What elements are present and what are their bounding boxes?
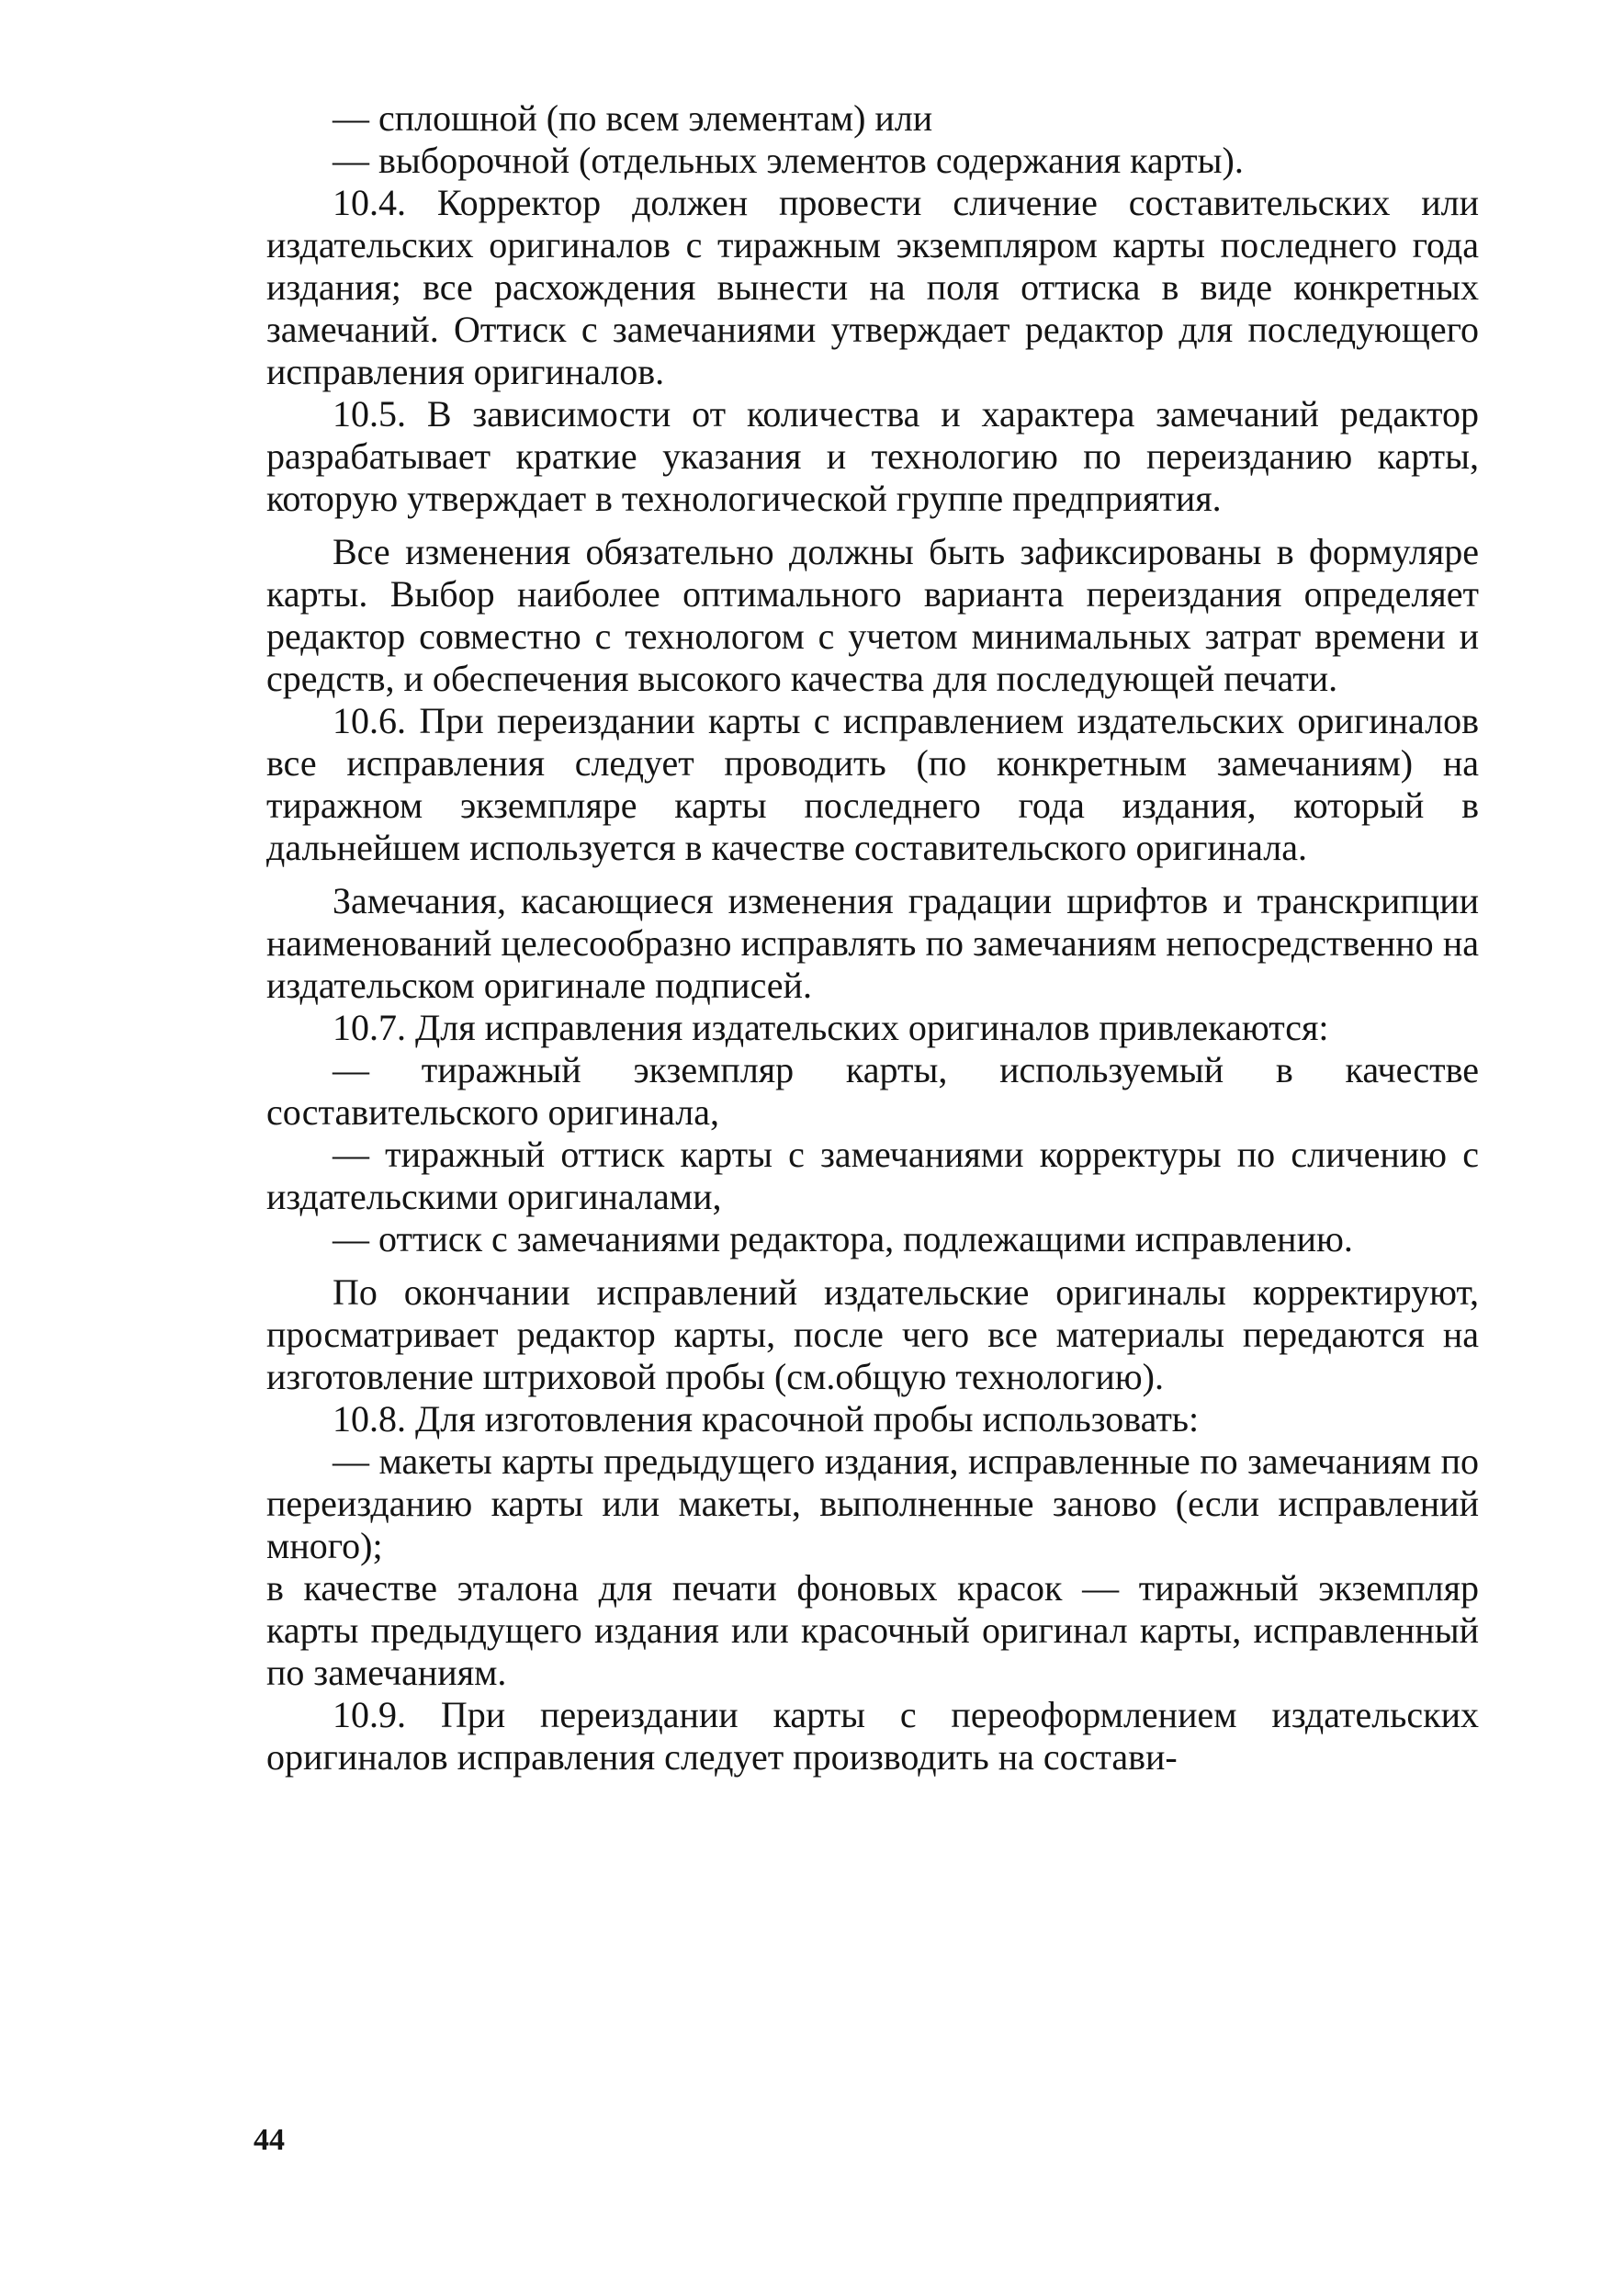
paragraph-8: 10.7. Для исправления издательских оригиналов привлекаются: [333,1007,1329,1048]
page-number: 44 [254,2123,285,2157]
paragraph-11: — оттиск с замечаниями редактора, подлежащими исправлению. [333,1218,1353,1259]
body-text [266,97,1479,1779]
paragraph-4: 10.5. В зависимости от количества и характера замечаний редактор разрабатывает краткие указания и технологию по переизданию карты, которую утверждает в технологической группе предприятия. [266,393,1479,519]
paragraph-1: — сплошной (по всем элементам) или [333,97,933,139]
paragraph-3: 10.4. Корректор должен провести сличение составительских или издательских оригиналов с тиражным экземпляром карты последнего года издания; все расхождения вынести на поля оттиска в виде конкретных замечаний. Оттиск с замечаниями утверждает редактор для последующего исправления оригиналов. [266,182,1479,392]
paragraph-6: 10.6. При переиздании карты с исправлением издательских оригиналов все исправления следует проводить (по конкретным замечаниям) на тиражном экземпляре карты последнего года издания, который в дальнейшем используется в качестве составительского оригинала. [266,700,1479,868]
paragraph-16: 10.9. При переиздании карты с переоформлением издательских оригиналов исправления следует производить на состави- [266,1694,1479,1778]
paragraph-13: 10.8. Для изготовления красочной пробы использовать: [333,1398,1200,1440]
paragraph-7: Замечания, касающиеся изменения градации шрифтов и транскрипции наименований целесообразно исправлять по замечаниям непосредственно на издательском оригинале подписей. [266,880,1479,1006]
paragraph-2: — выборочной (отдельных элементов содержания карты). [333,140,1244,181]
paragraph-5: Все изменения обязательно должны быть зафиксированы в формуляре карты. Выбор наиболее оптимального варианта переиздания определяет редактор совместно с технологом с учетом минимальных затрат времени и средств, и обеспечения высокого качества для последующей печати. [266,531,1479,699]
paragraph-9: — тиражный экземпляр карты, используемый в качестве составительского оригинала, [266,1049,1479,1133]
paragraph-10: — тиражный оттиск карты с замечаниями корректуры по сличению с издательскими оригиналами, [266,1134,1479,1217]
paragraph-12: По окончании исправлений издательские оригиналы корректируют, просматривает редактор карты, после чего все материалы передаются на изготовление штриховой пробы (см.общую технологию). [266,1271,1479,1397]
paragraph-15: в качестве эталона для печати фоновых красок — тиражный экземпляр карты предыдущего издания или красочный оригинал карты, исправленный по замечаниям. [266,1567,1479,1693]
paragraph-14: — макеты карты предыдущего издания, исправленные по замечаниям по переизданию карты или макеты, выполненные заново (если исправлений много); [266,1440,1479,1566]
